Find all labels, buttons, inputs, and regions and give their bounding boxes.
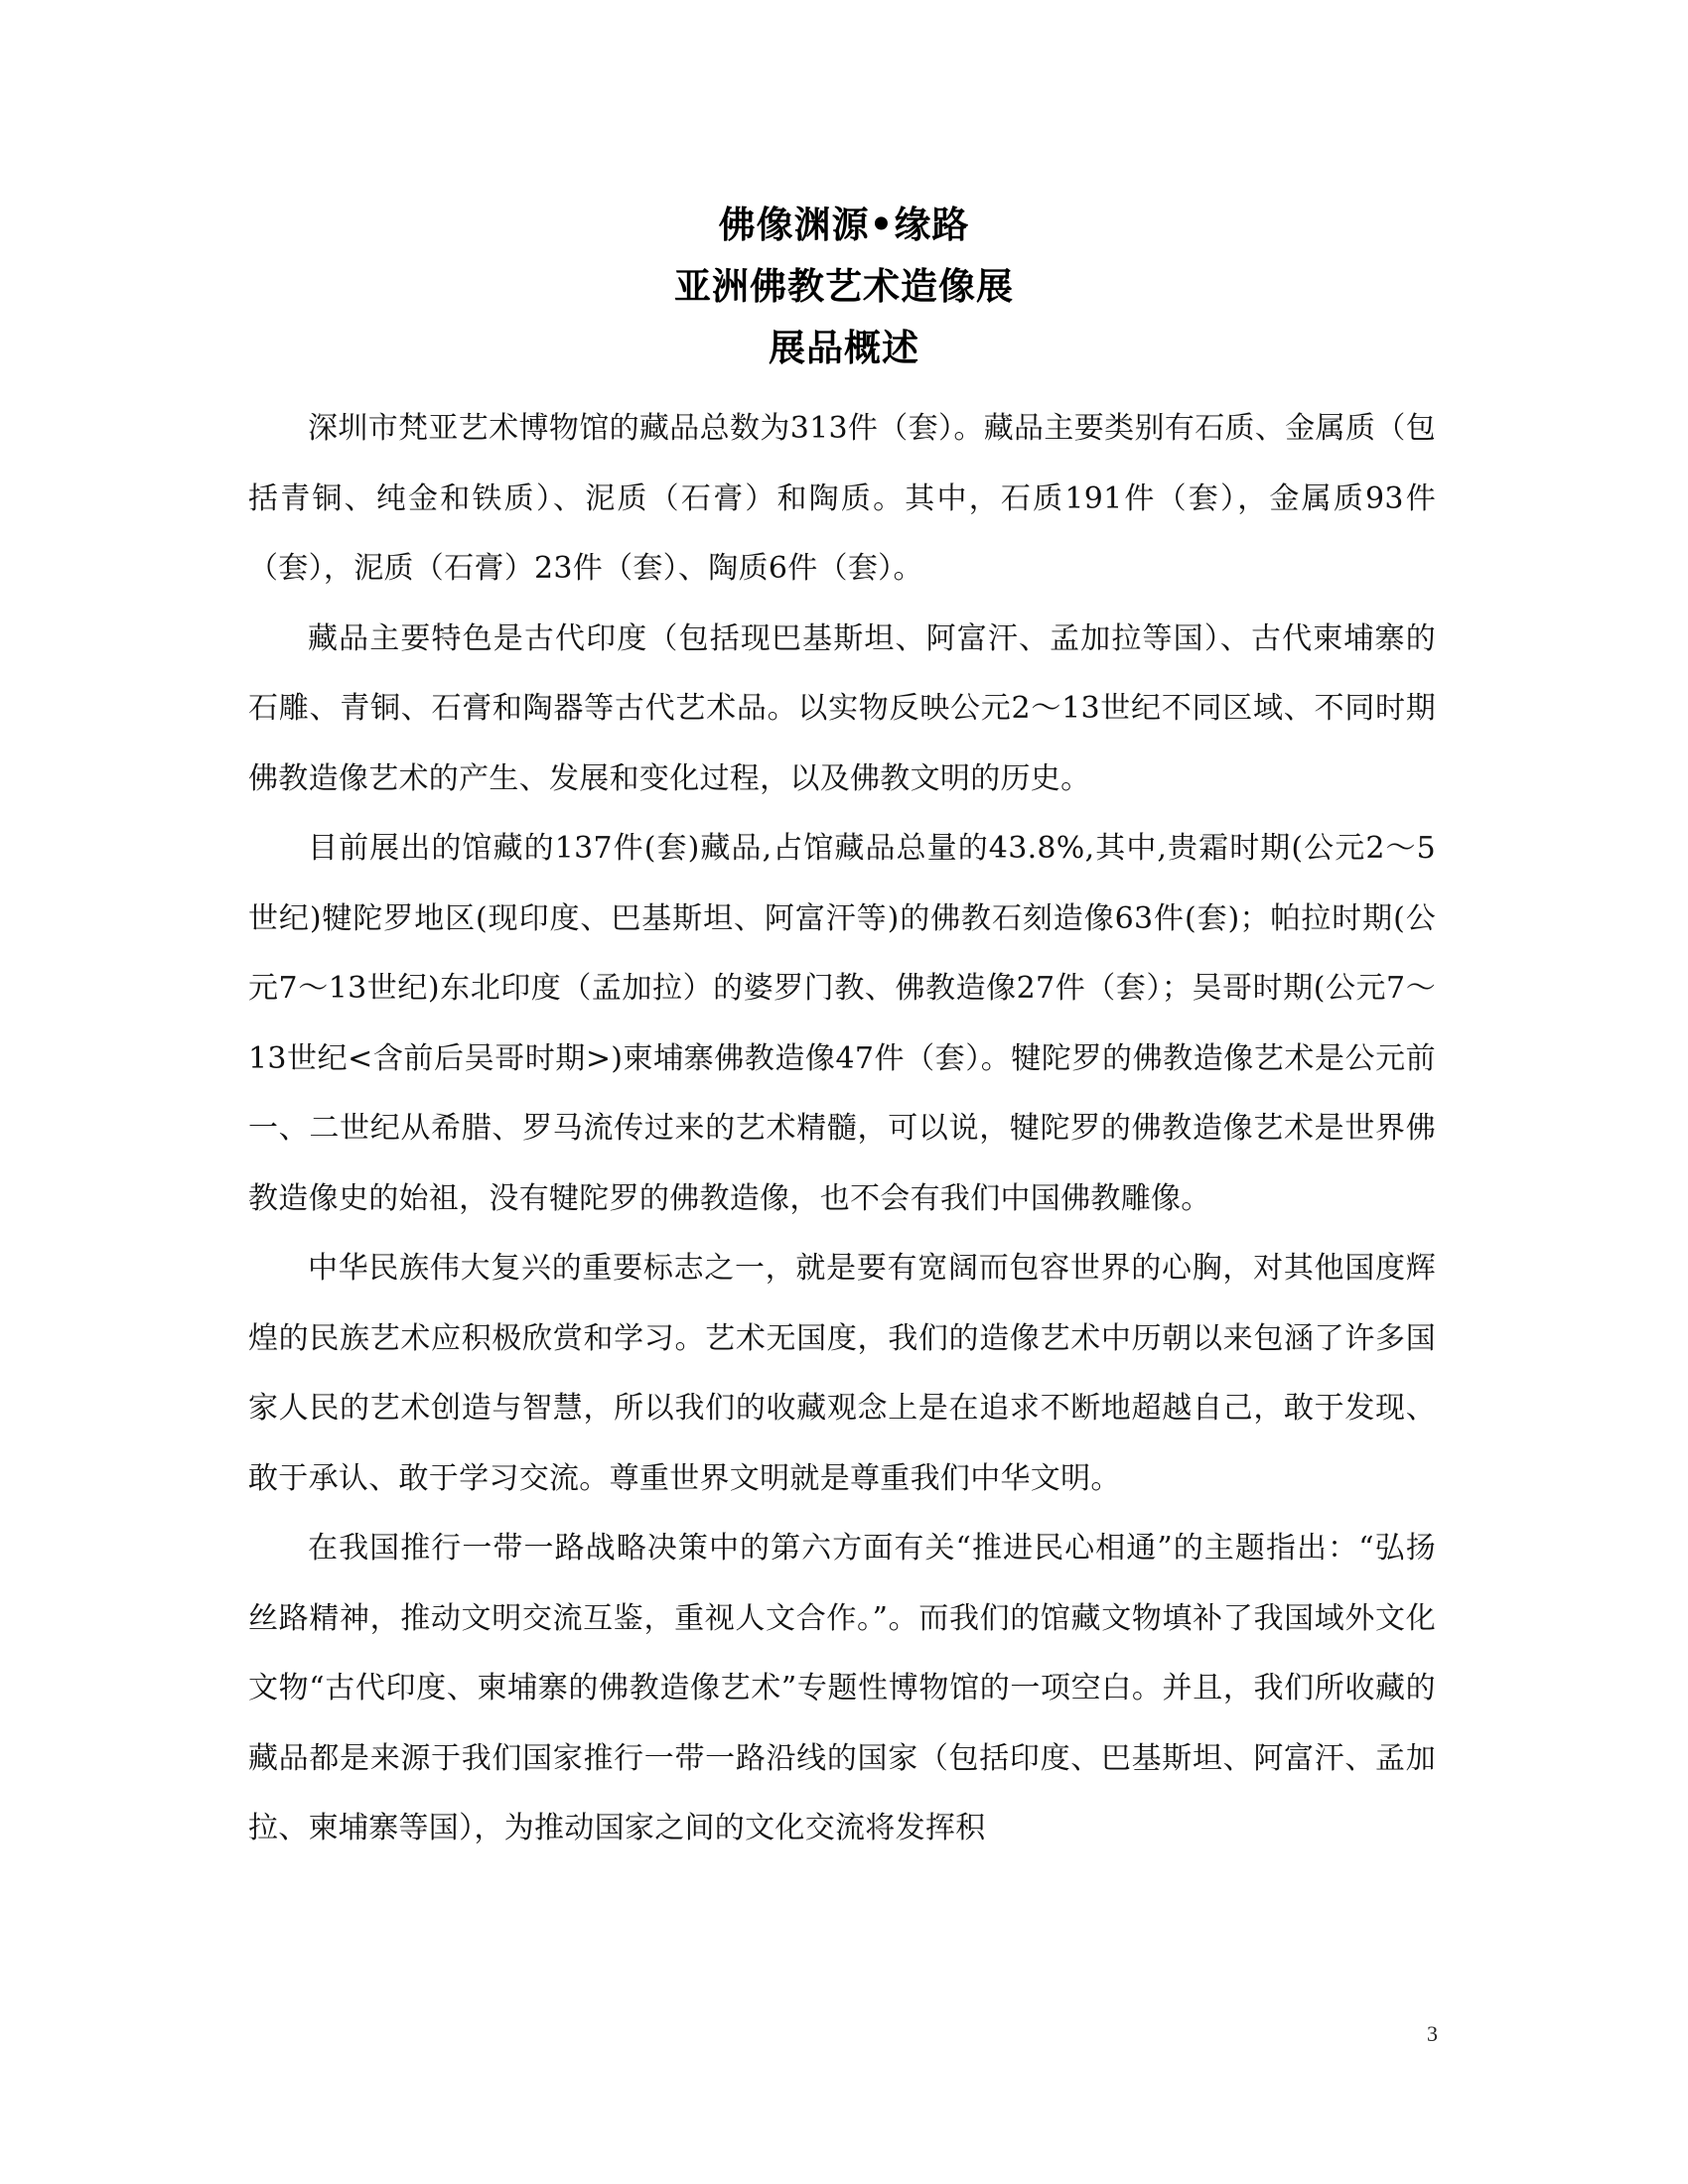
paragraph-current-exhibits: 目前展出的馆藏的137件(套)藏品,占馆藏品总量的43.8%,其中,贵霜时期(公元2～5世纪)犍陀罗地区(现印度、巴基斯坦、阿富汗等)的佛教石刻造像63件(套)；帕拉时期(公元7～13世纪)东北印度（孟加拉）的婆罗门教、佛教造像27件（套）；吴哥时期(公元7～13世纪<含前后吴哥时期>)柬埔寨佛教造像47件（套）。犍陀罗的佛教造像艺术是公元前一、二世纪从希腊、罗马流传过来的艺术精髓，可以说，犍陀罗的佛教造像艺术是世界佛教造像史的始祖，没有犍陀罗的佛教造像，也不会有我们中国佛教雕像。: [248, 831, 1437, 1216]
paragraph-national-revival: 中华民族伟大复兴的重要标志之一，就是要有宽阔而包容世界的心胸，对其他国度辉煌的民族艺术应积极欣赏和学习。艺术无国度，我们的造像艺术中历朝以来包涵了许多国家人民的艺术创造与智慧，所以我们的收藏观念上是在追求不断地超越自己，敢于发现、敢于承认、敢于学习交流。尊重世界文明就是尊重我们中华文明。: [248, 1251, 1436, 1496]
page-number: 3: [1427, 2021, 1438, 2046]
paragraph-belt-and-road: 在我国推行一带一路战略决策中的第六方面有关“推进民心相通”的主题指出：“弘扬丝路精神，推动文明交流互鉴，重视人文合作。”。而我们的馆藏文物填补了我国域外文化文物“古代印度、柬埔寨的佛教造像艺术”专题性博物馆的一项空白。并且，我们所收藏的藏品都是来源于我们国家推行一带一路沿线的国家（包括印度、巴基斯坦、阿富汗、孟加拉、柬埔寨等国），为推动国家之间的文化交流将发挥积: [248, 1531, 1436, 1845]
exhibition-subtitle: 亚洲佛教艺术造像展: [674, 265, 1014, 308]
title-block: [0, 195, 1688, 379]
paragraph-collection-features: 藏品主要特色是古代印度（包括现巴基斯坦、阿富汗、孟加拉等国）、古代柬埔寨的石雕、青铜、石膏和陶器等古代艺术品。以实物反映公元2～13世纪不同区域、不同时期佛教造像艺术的产生、发展和变化过程，以及佛教文明的历史。: [248, 620, 1436, 796]
section-heading: 展品概述: [769, 327, 919, 369]
paragraph-collection-overview: 深圳市梵亚艺术博物馆的藏品总数为313件（套）。藏品主要类别有石质、金属质（包括青铜、纯金和铁质）、泥质（石膏）和陶质。其中，石质191件（套），金属质93件（套），泥质（石膏）23件（套）、陶质6件（套）。: [248, 411, 1436, 586]
exhibition-title: 佛像渊源•缘路: [718, 204, 970, 246]
body-text: [248, 394, 1436, 1864]
